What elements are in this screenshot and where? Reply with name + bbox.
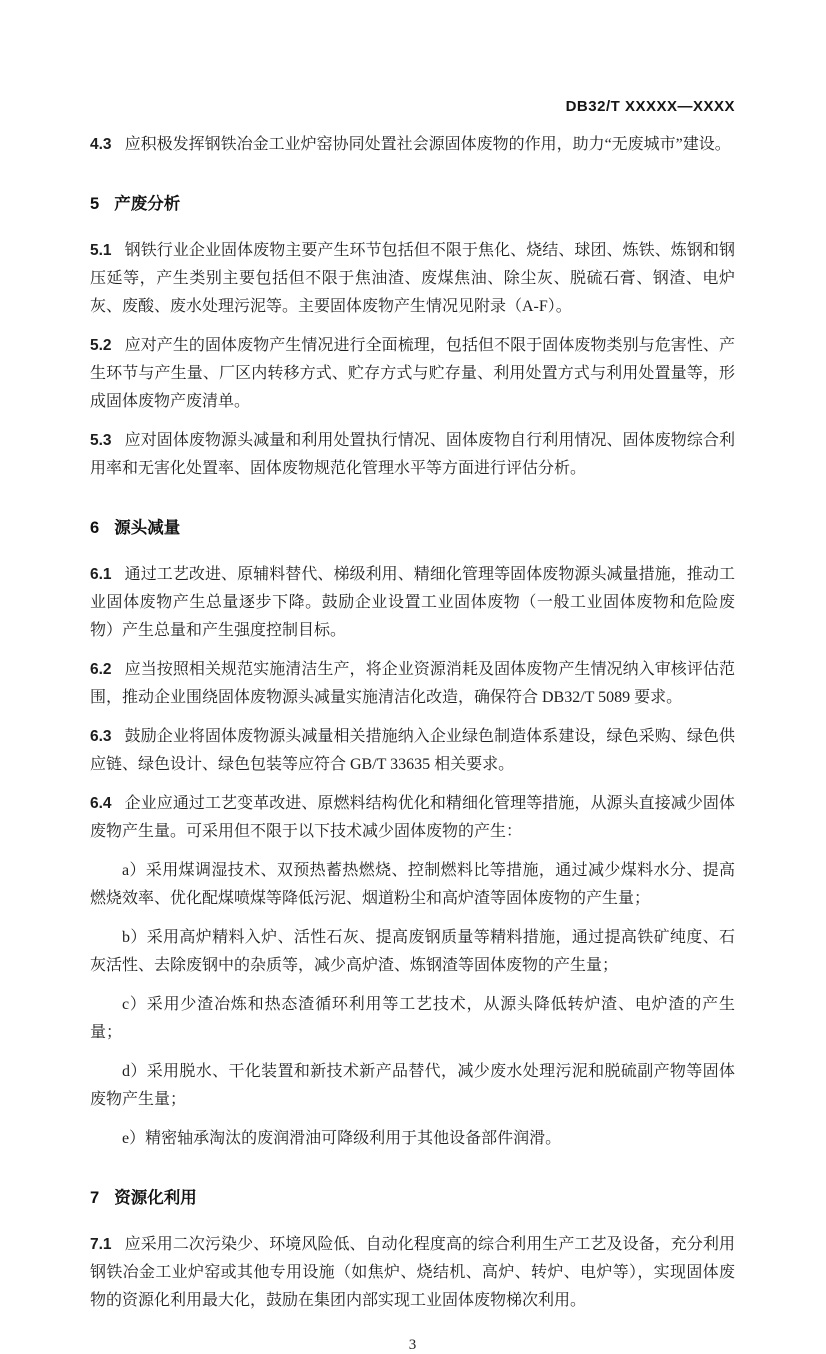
- clause-number: 4.3: [90, 136, 112, 153]
- page-number: 3: [408, 1337, 417, 1353]
- clause-6-3: [90, 723, 735, 779]
- document-body: [90, 131, 735, 1315]
- list-item-a: a）采用煤调湿技术、双预热蓄热燃烧、控制燃料比等措施，通过减少煤料水分、提高燃烧效率、优化配煤喷煤等降低污泥、烟道粉尘和高炉渣等固体废物的产生量；: [90, 862, 735, 907]
- clause-number: 6.2: [90, 661, 112, 678]
- clause-number: 7.1: [90, 1236, 112, 1253]
- clause-text: 应积极发挥钢铁冶金工业炉窑协同处置社会源固体废物的作用，助力“无废城市”建设。: [124, 136, 731, 153]
- clause-number: 5.2: [90, 337, 112, 354]
- clause-text: 鼓励企业将固体废物源头减量相关措施纳入企业绿色制造体系建设，绿色采购、绿色供应链、绿色设计、绿色包装等应符合 GB/T 33635 相关要求。: [90, 728, 735, 773]
- section-title: 源头减量: [114, 519, 181, 537]
- clause-text: 钢铁行业企业固体废物主要产生环节包括但不限于焦化、烧结、球团、炼铁、炼钢和钢压延等，产生类别主要包括但不限于焦油渣、废煤焦油、除尘灰、脱硫石膏、钢渣、电炉灰、废酸、废水处理污泥等。主要固体废物产生情况见附录（A-F）。: [90, 242, 735, 315]
- section-number: 5: [90, 195, 100, 213]
- clause-6-4: [90, 790, 735, 846]
- section-number: 7: [90, 1189, 100, 1207]
- clause-text: 应当按照相关规范实施清洁生产，将企业资源消耗及固体废物产生情况纳入审核评估范围，推动企业围绕固体废物源头减量实施清洁化改造，确保符合 DB32/T 5089 要求。: [90, 661, 735, 706]
- list-item-e: e）精密轴承淘汰的废润滑油可降级利用于其他设备部件润滑。: [122, 1130, 562, 1147]
- section-heading-5: [90, 190, 735, 214]
- clause-text: 应对固体废物源头减量和利用处置执行情况、固体废物自行利用情况、固体废物综合利用率和无害化处置率、固体废物规范化管理水平等方面进行评估分析。: [90, 432, 735, 477]
- clause-number: 5.3: [90, 432, 112, 449]
- clause-6-2: [90, 656, 735, 712]
- list-item-d: d）采用脱水、干化装置和新技术新产品替代，减少废水处理污泥和脱硫副产物等固体废物产生量；: [90, 1063, 735, 1108]
- section-title: 资源化利用: [114, 1189, 197, 1207]
- clause-5-3: [90, 427, 735, 483]
- clause-5-1: [90, 237, 735, 321]
- clause-number: 6.1: [90, 566, 112, 583]
- clause-text: 应对产生的固体废物产生情况进行全面梳理，包括但不限于固体废物类别与危害性、产生环节与产生量、厂区内转移方式、贮存方式与贮存量、利用处置方式与利用处置量等，形成固体废物产废清单。: [90, 337, 735, 410]
- clause-6-1: [90, 561, 735, 645]
- clause-text: 企业应通过工艺变革改进、原燃料结构优化和精细化管理等措施，从源头直接减少固体废物产生量。可采用但不限于以下技术减少固体废物的产生：: [90, 795, 735, 840]
- section-number: 6: [90, 519, 100, 537]
- clause-text: 通过工艺改进、原辅料替代、梯级利用、精细化管理等固体废物源头减量措施，推动工业固体废物产生总量逐步下降。鼓励企业设置工业固体废物（一般工业固体废物和危险废物）产生总量和产生强度控制目标。: [90, 566, 735, 639]
- clause-number: 6.3: [90, 728, 112, 745]
- section-heading-6: [90, 514, 735, 538]
- section-title: 产废分析: [114, 195, 181, 213]
- standard-number-header: DB32/T XXXXX—XXXX: [565, 98, 735, 115]
- list-item-b: b）采用高炉精料入炉、活性石灰、提高废钢质量等精料措施，通过提高铁矿纯度、石灰活性、去除废钢中的杂质等，减少高炉渣、炼钢渣等固体废物的产生量；: [90, 929, 735, 974]
- clause-number: 5.1: [90, 242, 112, 259]
- clause-4-3: [90, 131, 735, 159]
- list-item-c: c）采用少渣冶炼和热态渣循环利用等工艺技术，从源头降低转炉渣、电炉渣的产生量；: [90, 996, 735, 1041]
- clause-text: 应采用二次污染少、环境风险低、自动化程度高的综合利用生产工艺及设备，充分利用钢铁冶金工业炉窑或其他专用设施（如焦炉、烧结机、高炉、转炉、电炉等），实现固体废物的资源化利用最大化，鼓励在集团内部实现工业固体废物梯次利用。: [90, 1236, 735, 1309]
- section-heading-7: [90, 1184, 735, 1208]
- clause-number: 6.4: [90, 795, 112, 812]
- clause-7-1: [90, 1231, 735, 1315]
- clause-5-2: [90, 332, 735, 416]
